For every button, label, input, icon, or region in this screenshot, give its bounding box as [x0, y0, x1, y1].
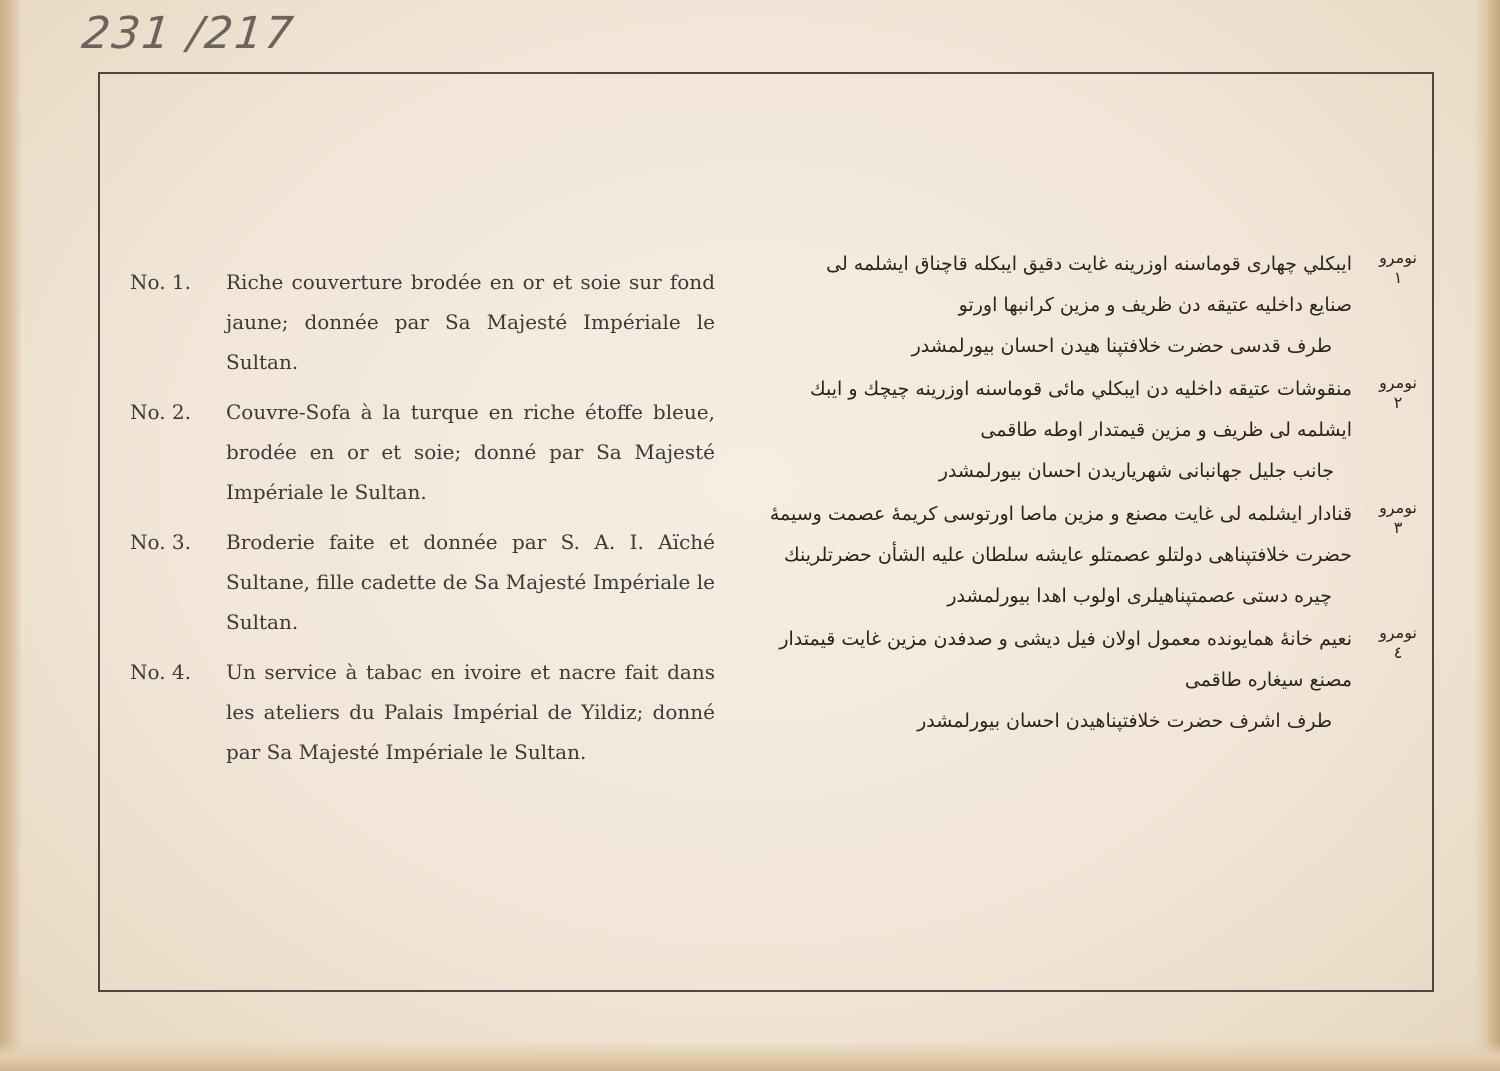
ottoman-entry-text — [760, 369, 1366, 492]
entry-description: Couvre-Sofa à la turque en riche étoffe bleue, brodée en or et soie; donné par Sa Majesté Impériale le Sultan. — [226, 400, 715, 504]
entry-number: No. 1. — [130, 270, 191, 294]
ottoman-line: منقوشات عتيقه داخليه دن ايبكلي مائى قوماسنه اوزرينه چيچك و ايبك — [809, 378, 1352, 400]
french-entry-3 — [130, 522, 715, 642]
page-edge-left — [0, 0, 22, 1071]
ottoman-line: ايشلمه لى ظريف و مزين قيمتدار اوطه طاقمى — [980, 419, 1352, 441]
ottoman-line: مصنع سيغاره طاقمى — [1184, 669, 1352, 691]
ottoman-line: نعيم خانهٔ همايونده معمول اولان فيل ديشى و صدفدن مزين غايت قيمتدار — [779, 628, 1352, 650]
entry-description: Riche couverture brodée en or et soie sur fond jaune; donnée par Sa Majesté Impériale le Sultan. — [226, 270, 715, 374]
entry-number: No. 2. — [130, 400, 191, 424]
ottoman-entry-text — [760, 494, 1366, 617]
number-digit: ١ — [1393, 268, 1403, 287]
ottoman-entry-number — [1366, 619, 1430, 742]
ottoman-captions — [760, 244, 1430, 744]
number-word: نومرو — [1379, 373, 1417, 392]
ottoman-line: جانب جليل جهانبانى شهرياريدن احسان بيورلمشدر — [938, 460, 1334, 482]
ottoman-entry-3 — [760, 494, 1430, 617]
page-edge-right — [1474, 0, 1500, 1071]
ottoman-entry-1 — [760, 244, 1430, 367]
ottoman-line: صنايع داخليه عتيقه دن ظريف و مزين كرانبها اورتو — [958, 294, 1352, 316]
ottoman-entry-4 — [760, 619, 1430, 742]
entry-number: No. 3. — [130, 530, 191, 554]
entry-description: Broderie faite et donnée par S. A. I. Aïché Sultane, fille cadette de Sa Majesté Impériale le Sultan. — [226, 530, 715, 634]
number-digit: ٢ — [1393, 393, 1403, 412]
page-edge-bottom — [0, 1041, 1500, 1071]
ottoman-entry-2 — [760, 369, 1430, 492]
ottoman-line: ايبكلي چهارى قوماسنه اوزرينه غايت دقيق ايبكله قاچناق ايشلمه لى — [826, 253, 1352, 275]
entry-description: Un service à tabac en ivoire et nacre fait dans les ateliers du Palais Impérial de Yildiz; donné par Sa Majesté Impériale le Sultan. — [226, 660, 715, 764]
entry-number: No. 4. — [130, 660, 191, 684]
number-digit: ٤ — [1393, 643, 1403, 662]
handwritten-catalog-number: 231 /217 — [79, 8, 298, 59]
ottoman-entry-number — [1366, 369, 1430, 492]
ottoman-line: طرف اشرف حضرت خلافتپناهيدن احسان بيورلمشدر — [917, 710, 1332, 732]
french-entry-1 — [130, 262, 715, 382]
number-digit: ٣ — [1393, 518, 1403, 537]
ottoman-entry-number — [1366, 494, 1430, 617]
ottoman-line: حضرت خلافتپناهى دولتلو عصمتلو عايشه سلطان عليه الشأن حضرتلرينك — [783, 544, 1352, 566]
number-word: نومرو — [1379, 248, 1417, 267]
french-entry-4 — [130, 652, 715, 772]
number-word: نومرو — [1379, 498, 1417, 517]
ottoman-line: چيره دستى عصمتپناهيلرى اولوب اهدا بيورلمشدر — [947, 585, 1332, 607]
french-entry-2 — [130, 392, 715, 512]
ottoman-entry-text — [760, 244, 1366, 367]
number-word: نومرو — [1379, 623, 1417, 642]
ottoman-line: طرف قدسى حضرت خلافتپنا هيدن احسان بيورلمشدر — [911, 335, 1332, 357]
ottoman-entry-number — [1366, 244, 1430, 367]
ottoman-entry-text — [760, 619, 1366, 742]
ottoman-line: قنادار ايشلمه لى غايت مصنع و مزين ماصا اورتوسى كريمهٔ عصمت وسيمهٔ — [769, 503, 1352, 525]
french-captions — [130, 262, 715, 782]
